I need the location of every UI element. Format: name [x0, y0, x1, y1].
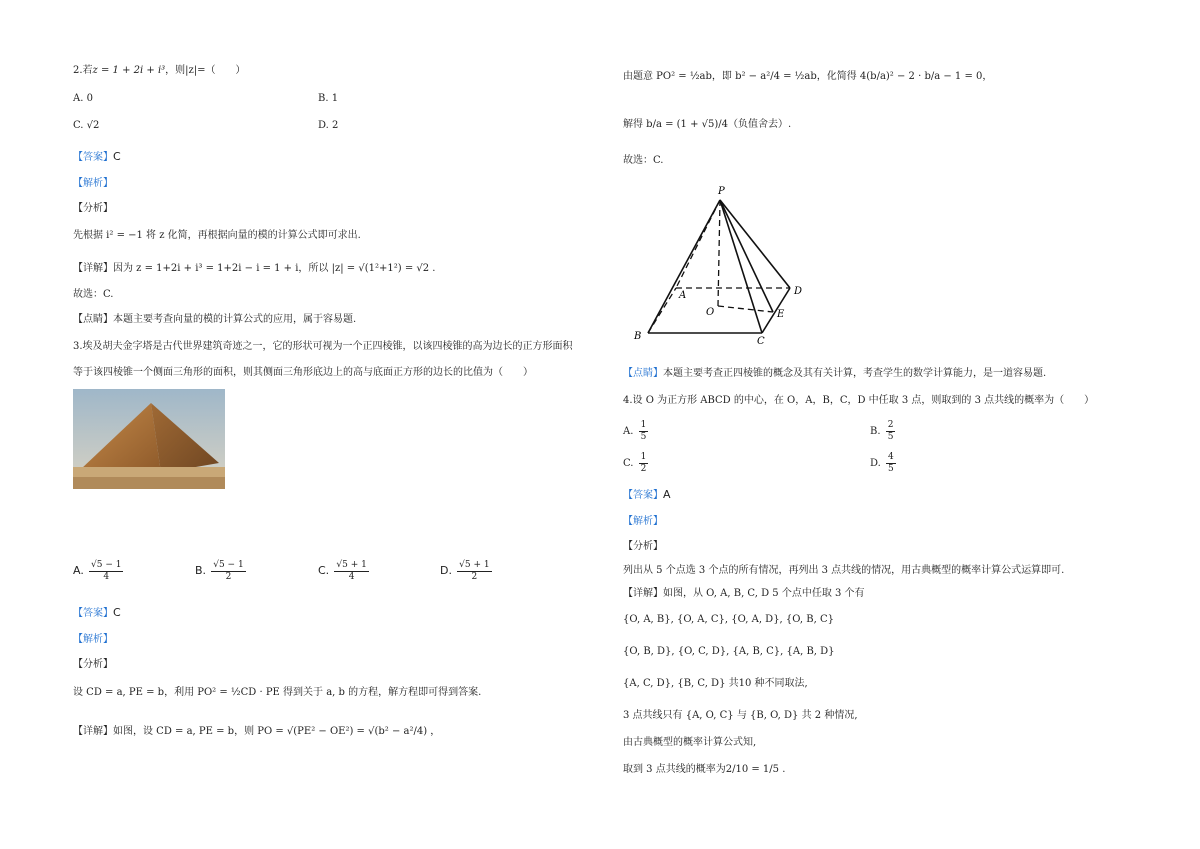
q4-analysis-tag: 【解析】	[623, 516, 663, 527]
q2-option-d: D. 2	[318, 120, 339, 131]
q3-option-b: B. $\frac{√5 - 1}{2}$	[195, 560, 244, 582]
q4-formula-intro: 由古典概型的概率计算公式知,	[623, 737, 757, 748]
q3-option-c: C. $\frac{√5 + 1}{4}$	[318, 560, 367, 582]
label-c: C	[757, 336, 765, 347]
pyramid-photo	[73, 389, 225, 489]
label-b: B	[634, 331, 642, 342]
q3-fenxi-tag: 【分析】	[73, 659, 113, 670]
q3-option-d: D. $\frac{√5 + 1}{2}$	[440, 560, 490, 582]
label-a: A	[679, 290, 687, 301]
q4-probability: 取到 3 点共线的概率为2/10 = 1/5 .	[623, 764, 786, 775]
q2-detail: 【详解】因为 z = 1+2i + i³ = 1+2i − i = 1 + i，所以 |z| = √(1²+1²) = √2 .	[73, 263, 436, 274]
q4-fenxi: 列出从 5 个点选 3 个点的所有情况，再列出 3 点共线的情况，用古典概型的概率计算公式运算即可.	[623, 565, 1065, 576]
q2-fenxi-tag: 【分析】	[73, 203, 113, 214]
q2-stem: 2.若z = 1 + 2i + i³，则|z|=（ ）	[73, 65, 246, 76]
q4-answer: 【答案】A	[623, 488, 671, 501]
q4-stem: 4.设 O 为正方形 ABCD 的中心，在 O，A，B，C，D 中任取 3 点，则取到的 3 点共线的概率为（ ）	[623, 395, 1095, 406]
q2-option-b: B. 1	[318, 93, 339, 104]
q3-analysis-tag: 【解析】	[73, 634, 113, 645]
label-o: O	[706, 307, 715, 318]
q2-option-a: A. 0	[73, 93, 93, 104]
pyramid-diagram	[620, 180, 820, 350]
q2-review: 【点睛】本题主要考查向量的模的计算公式的应用，属于容易题.	[73, 314, 357, 325]
q3-answer: 【答案】C	[73, 606, 121, 619]
q4-option-c: C. $\frac{1}{2}$	[623, 452, 647, 474]
q4-option-d: D. $\frac{4}{5}$	[870, 452, 894, 474]
q3-derivation-line1: 由题意 PO² = ½ab，即 b² − a²/4 = ½ab，化简得 4(b/a)² − 2 · b/a − 1 = 0，	[623, 71, 993, 82]
q2-analysis-tag: 【解析】	[73, 178, 113, 189]
q4-fenxi-tag: 【分析】	[623, 541, 663, 552]
q3-stem-line2: 等于该四棱锥一个侧面三角形的面积，则其侧面三角形底边上的高与底面正方形的边长的比值为（ ）	[73, 367, 533, 378]
q4-option-a: A. $\frac{1}{5}$	[623, 420, 647, 442]
q3-detail: 【详解】如图，设 CD = a, PE = b，则 PO = √(PE² − OE²) = √(b² − a²/4) ，	[73, 726, 441, 737]
q2-answer: 【答案】C	[73, 150, 121, 163]
label-p: P	[718, 186, 725, 197]
q3-option-a: A. $\frac{√5 - 1}{4}$	[73, 560, 122, 582]
q4-option-b: B. $\frac{2}{5}$	[870, 420, 894, 442]
q4-set-line1: {O, A, B}, {O, A, C}, {O, A, D}, {O, B, C}	[623, 614, 834, 625]
q3-fenxi: 设 CD = a, PE = b，利用 PO² = ½CD · PE 得到关于 a, b 的方程，解方程即可得到答案.	[73, 687, 482, 698]
q4-set-line2: {O, B, D}, {O, C, D}, {A, B, C}, {A, B, D}	[623, 646, 835, 657]
q4-collinear: 3 点共线只有 {A, O, C} 与 {B, O, D} 共 2 种情况,	[623, 710, 858, 721]
q2-fenxi: 先根据 i² = −1 将 z 化简，再根据向量的模的计算公式即可求出.	[73, 230, 361, 241]
label-d: D	[794, 286, 803, 297]
q3-derivation-line2: 解得 b/a = (1 + √5)/4（负值舍去）.	[623, 119, 792, 130]
q4-detail: 【详解】如图，从 O, A, B, C, D 5 个点中任取 3 个有	[623, 588, 865, 599]
q3-conclusion: 故选：C.	[623, 155, 664, 166]
q4-set-line3: {A, C, D}, {B, C, D} 共10 种不同取法,	[623, 678, 808, 689]
q2-option-c: C. √2	[73, 120, 100, 131]
label-e: E	[777, 309, 785, 320]
q2-conclusion: 故选：C.	[73, 289, 114, 300]
q3-review: 【点睛】本题主要考查正四棱锥的概念及其有关计算，考查学生的数学计算能力，是一道容易题.	[623, 368, 1047, 379]
q3-stem-line1: 3.埃及胡夫金字塔是古代世界建筑奇迹之一，它的形状可视为一个正四棱锥，以该四棱锥的高为边长的正方形面积	[73, 341, 573, 352]
